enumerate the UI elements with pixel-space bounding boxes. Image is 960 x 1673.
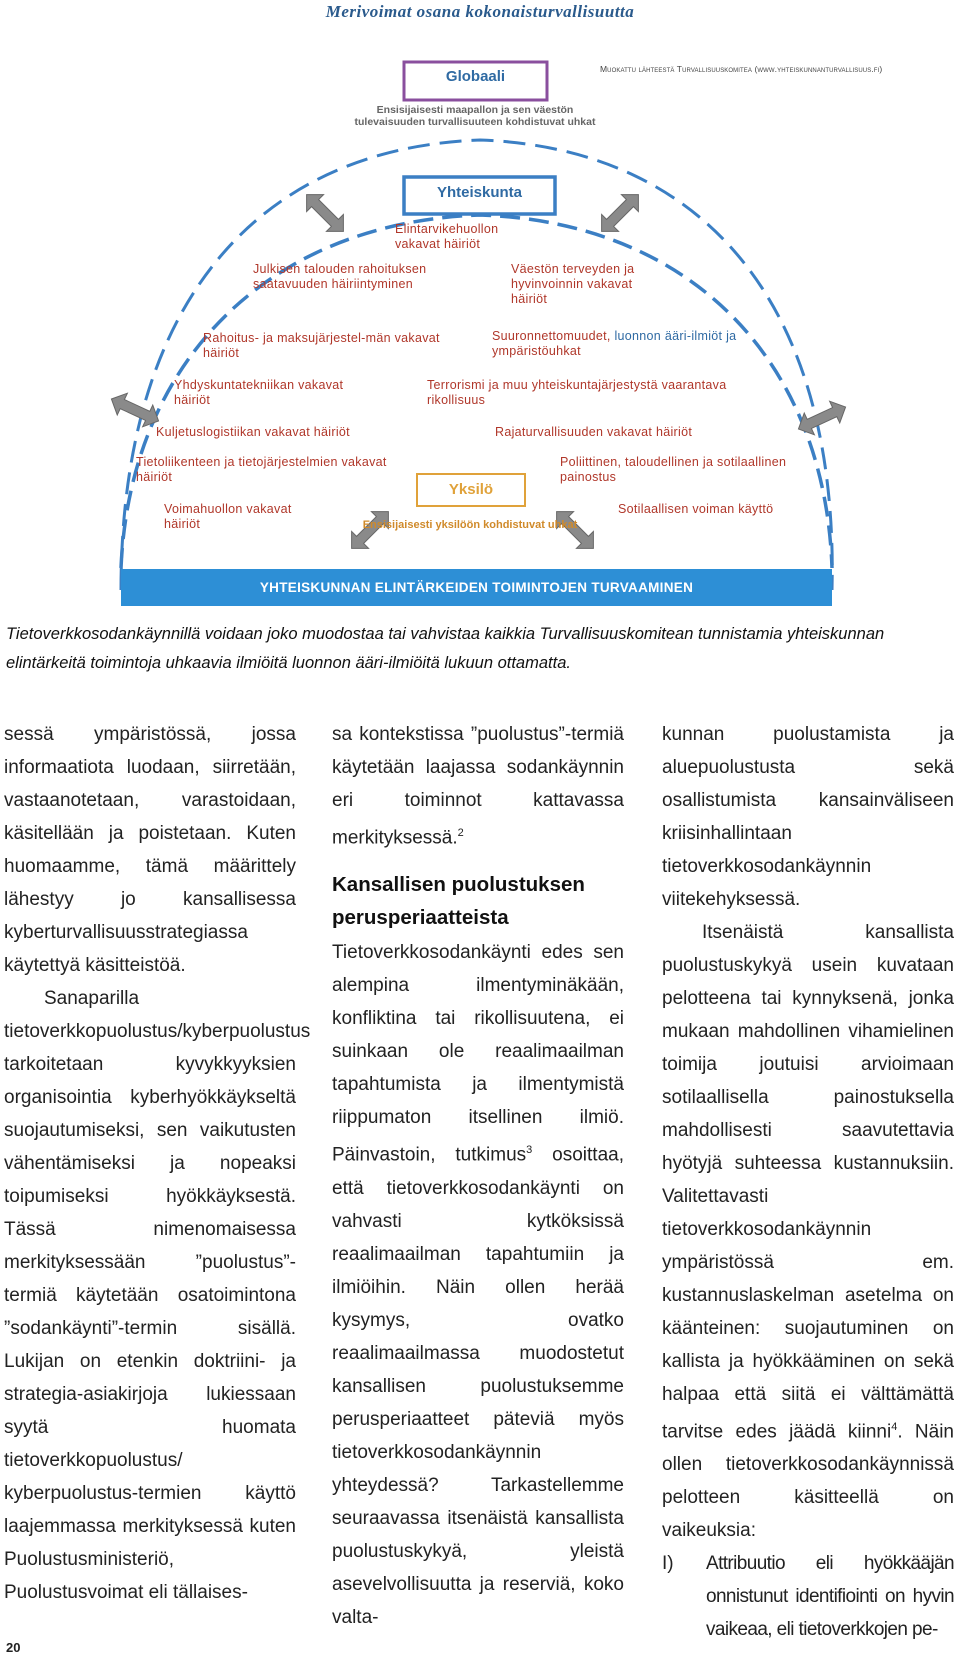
- threat-food: Elintarvikehuollon vakavat häiriöt: [395, 222, 499, 251]
- threat-energy: Voimahuollon vakavat häiriöt: [164, 502, 292, 531]
- text-column-3: [662, 718, 954, 1646]
- paragraph: sessä ympäristössä, jossa informaatiota luodaan, siirretään, vastaanotetaan, varastoidaan, käsitellään ja poistetaan. Kuten huomaamme, tämä määrittely lähestyy jo kansallisessa kyberturvallisuusstrategiassa käytettyä käsitteistöä.: [4, 724, 296, 976]
- global-label: Globaali: [445, 68, 506, 85]
- threat-military: Sotilaallisen voiman käyttö: [618, 502, 774, 516]
- society-label: Yhteiskunta: [436, 184, 523, 201]
- section-heading: Kansallisen puolustuksen perusperiaatteista: [332, 873, 585, 930]
- threat-disasters: Suuronnettomuudet, luonnon ääri-ilmiöt ja ympäristöuhkat: [492, 329, 737, 358]
- list-number: I): [662, 1553, 674, 1575]
- threat-telecom: Tietoliikenteen ja tietojärjestelmien vakavat häiriöt: [136, 455, 387, 484]
- diagram-banner: YHTEISKUNNAN ELINTÄRKEIDEN TOIMINTOJEN TURVAAMINEN: [121, 569, 832, 606]
- paragraph: Tietoverkkosodankäynti edes sen alempina ilmentyminäkään, konfliktina tai rikollisuutena, ei suinkaan ole reaalimaailman tapahtumista ja ilmentymistä riippumaton itsellinen ilmiö. Päinvastoin, tutkimus$^3$ osoittaa, että tietoverkkosodankäynti on vahvasti kytköksissä reaalimaailman tapahtumiin ja ilmiöihin. Näin ollen herää kysymys, ovatko reaalimaailmassa muodostetut kansallisen puolustuksemme perusperiaatteet päteviä myös tietoverkkosodankäynnin yhteydessä? Tarkastellemme seuraavassa itsenäistä kansallista puolustuskykyä, yleistä asevelvollisuutta ja reserviä, koko valta-: [332, 942, 625, 1628]
- paragraph: sa kontekstissa ”puolustus”-termiä käytetään laajassa sodankäynnin eri toiminnot kattavassa merkityksessä.$^2$: [332, 724, 624, 849]
- threat-utilities: Yhdyskuntatekniikan vakavat häiriöt: [174, 378, 344, 407]
- threat-logistics: Kuljetuslogistiikan vakavat häiriöt: [156, 425, 350, 439]
- list-text: Attribuutio eli hyökkääjän onnistunut identifiointi on hyvin vaikeaa, eli tietoverkkojen pe-: [706, 1553, 954, 1641]
- threat-pressure: Poliittinen, taloudellinen ja sotilaallinen painostus: [560, 455, 787, 484]
- threat-border: Rajaturvallisuuden vakavat häiriöt: [495, 425, 693, 439]
- threat-disasters-part2: luonnon ääri-ilmiöt ja: [614, 329, 737, 343]
- individual-label: Yksilö: [448, 481, 494, 498]
- paragraph: Itsenäistä kansallista puolustuskykyä usein kuvataan pelotteena tai kynnyksenä, jonka mukaan mahdollinen vihamielinen toimija joutuisi arvioimaan sotilaallisella painostuksella mahdollisesti saavutettavia hyötyjä suhteessa kustannuksiin. Valitettavasti tietoverkkosodankäynnin ympäristössä em. kustannuslaskelman asetelma on käänteinen: suojautuminen on kallista ja hyökkääminen on sekä halpaa että siitä ei välttämättä tarvitse edes jäädä kiinni$^4$. Näin ollen tietoverkkosodankäynnissä pelotteen käsitteellä on vaikeuksia:: [662, 922, 954, 1542]
- text-column-2: [332, 718, 624, 1634]
- figure-caption: Tietoverkkosodankäynnillä voidaan joko muodostaa tai vahvistaa kaikkia Turvallisuuskomitean tunnistamia yhteiskunnan elintärkeitä toimintoja uhkaavia ilmiöitä luonnon ääri-ilmiöitä lukuun ottamatta.: [6, 625, 885, 672]
- running-header: Merivoimat osana kokonaisturvallisuutta: [325, 2, 635, 21]
- threat-disasters-part1: Suuronnettomuudet,: [492, 329, 611, 343]
- individual-note: Ensisijaisesti yksilöön kohdistuvat uhkat: [362, 519, 578, 531]
- paragraph: kunnan puolustamista ja aluepuolustusta sekä osallistumista kansainväliseen kriisinhallintaan tietoverkkosodankäynnin viitekehyksessä.: [662, 724, 954, 910]
- threat-payment-systems: Rahoitus- ja maksujärjestel-män vakavat häiriöt: [203, 331, 440, 360]
- global-note: Ensisijaisesti maapallon ja sen väestön tulevaisuuden turvallisuuteen kohdistuvat uhkat: [354, 104, 596, 128]
- page-number: 20: [6, 1640, 21, 1655]
- threat-public-finance: Julkisen talouden rahoituksen saatavuuden häiriintyminen: [253, 262, 427, 291]
- text-column-1: [4, 718, 311, 1609]
- list-item: [662, 1547, 954, 1646]
- source-note: Muokattu lähteestä Turvallisuuskomitea (www.yhteiskunnanturvallisuus.fi): [600, 64, 883, 74]
- arrow-icon: [593, 186, 647, 240]
- paragraph: Sanaparilla tietoverkkopuolustus/kyberpuolustus tarkoitetaan kyvykkyyksien organisointia kyberhyökkäykseltä suojautumiseksi, sen vaikutusten vähentämiseksi ja nopeaksi toipumiseksi hyökkäyksestä. Tässä nimenomaisessa merkityksessään ”puolustus”-termiä käytetään osatoimintona ”sodankäynti”-termin sisällä. Lukijan on etenkin doktriini- ja strategia-asiakirjoja lukiessaan syytä huomata tietoverkkopuolustus/ kyberpuolustus-termien käyttö laajemmassa merkityksessä kuten Puolustusministeriö, Puolustusvoimat eli tällaises-: [4, 988, 311, 1603]
- arrow-icon: [298, 186, 352, 240]
- threat-health: Väestön terveyden ja hyvinvoinnin vakavat häiriöt: [511, 262, 635, 306]
- threat-terrorism: Terrorismi ja muu yhteiskuntajärjestystä vaarantava rikollisuus: [427, 378, 727, 407]
- arrow-icon: [793, 396, 850, 440]
